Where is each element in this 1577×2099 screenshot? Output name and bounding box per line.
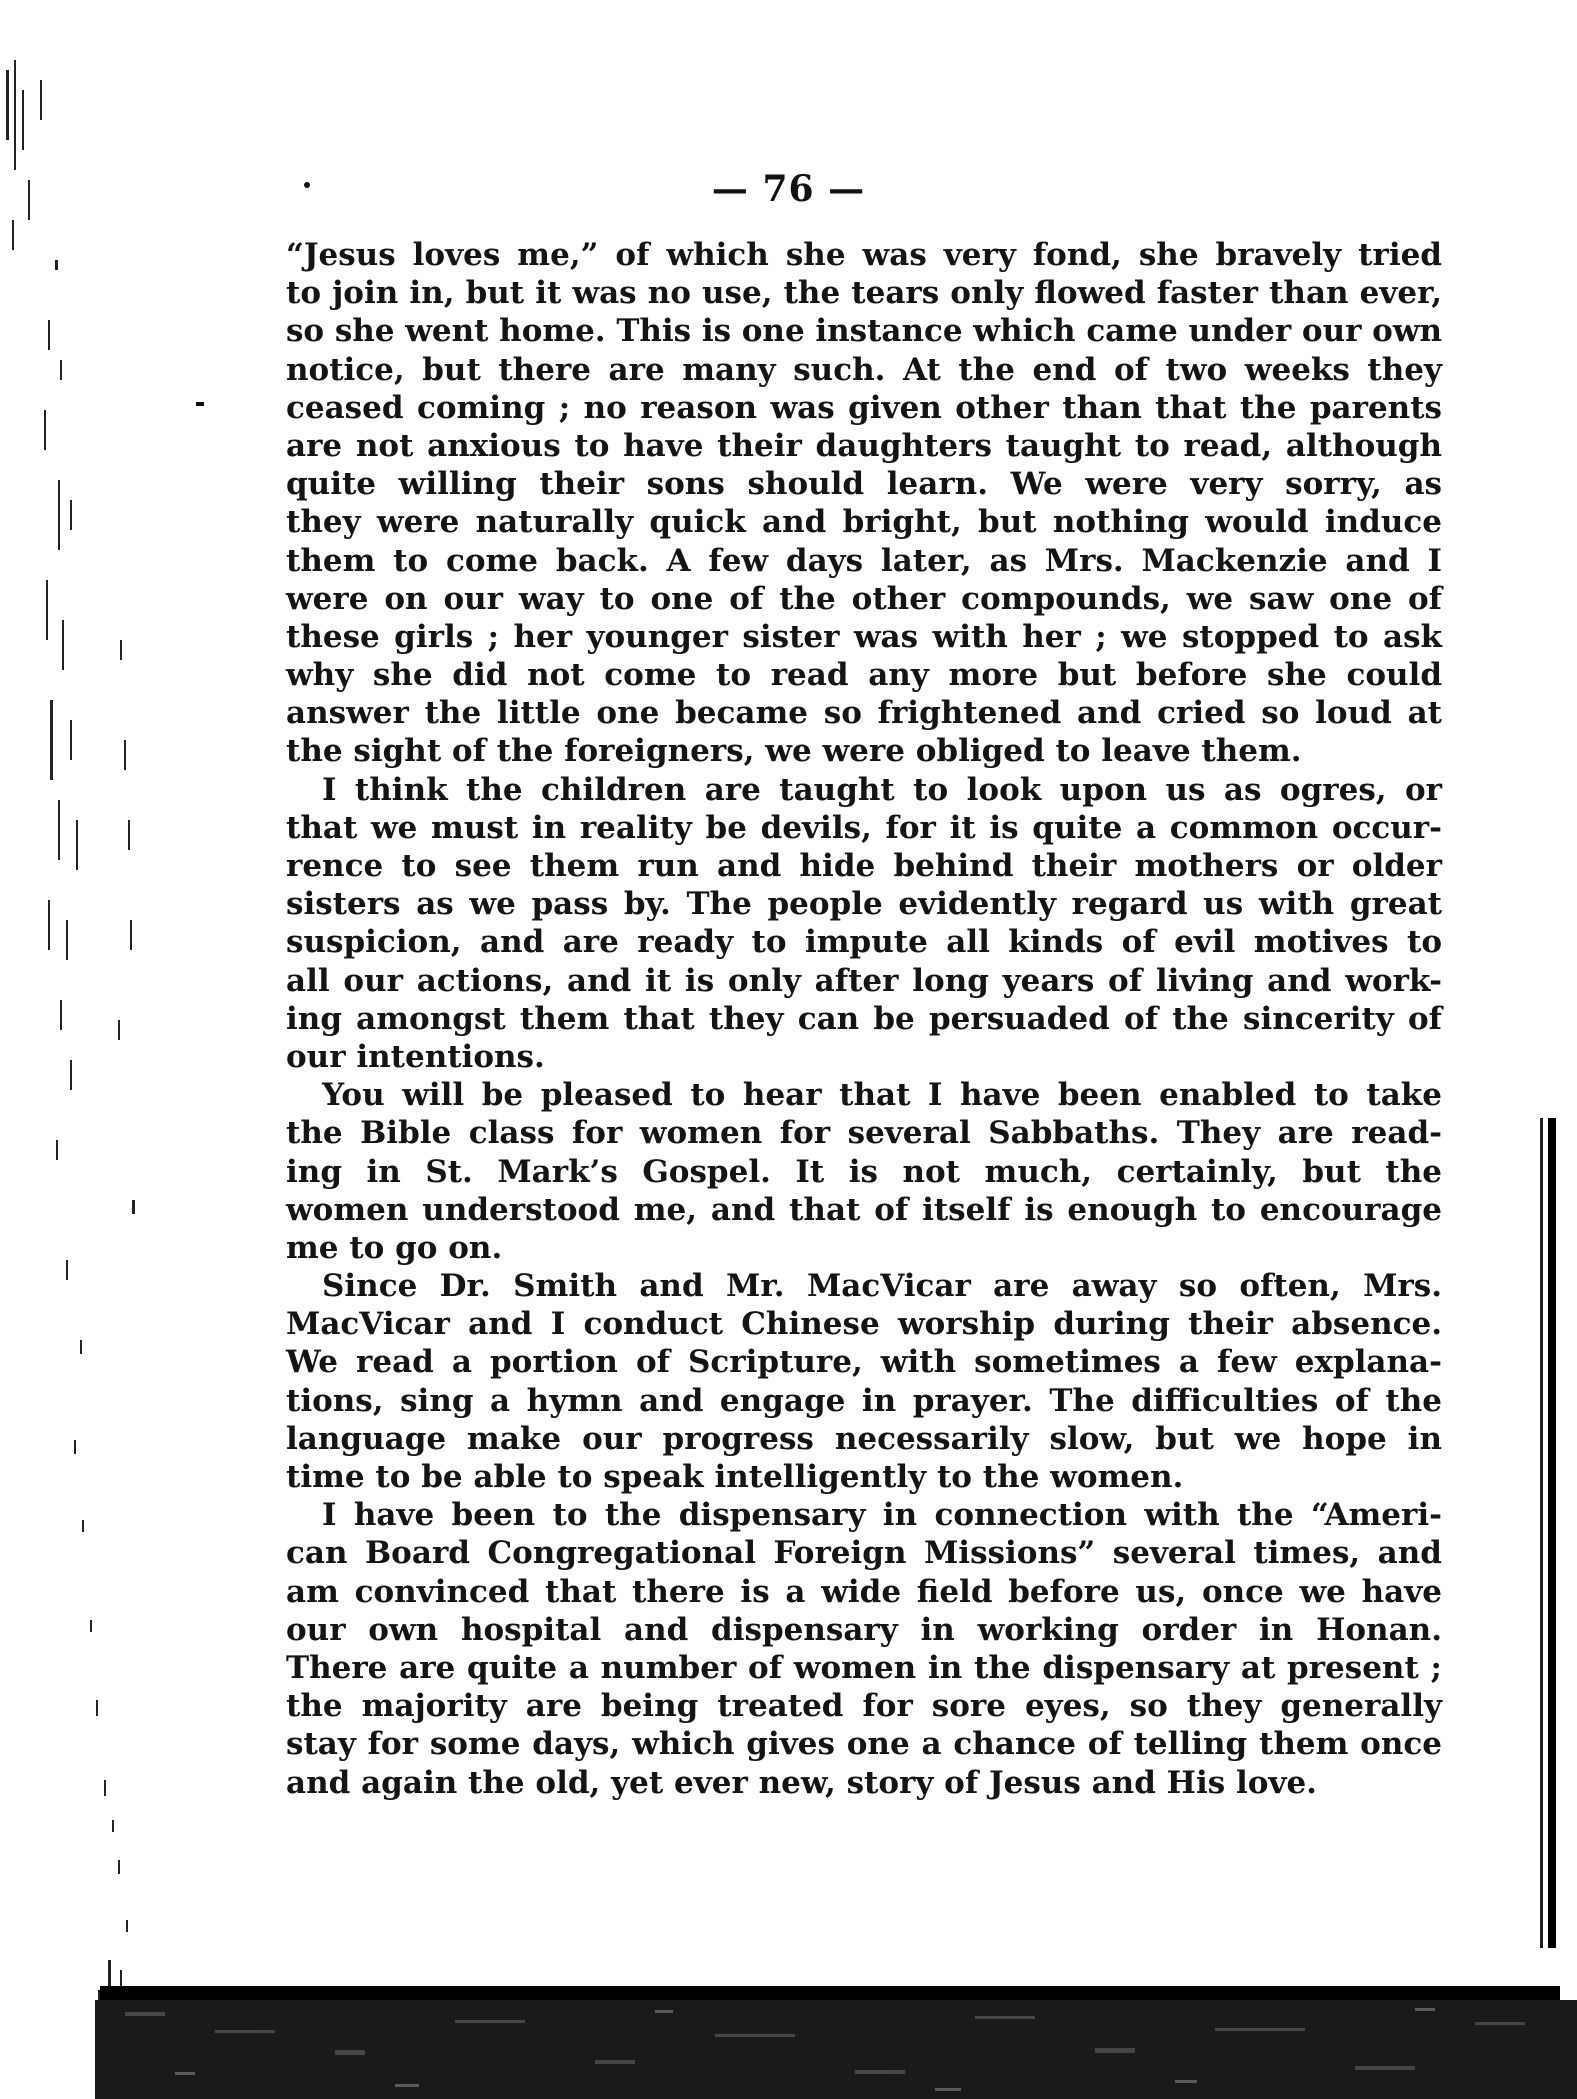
text-line: am convinced that there is a wide field before us, once we have [286,1573,1442,1610]
scan-right-edge [1548,1118,1556,1948]
text-line: so she went home. This is one instance which came under our own [286,313,1442,350]
text-line: ing in St. Mark’s Gospel. It is not much, certainly, but the [286,1153,1442,1190]
scan-bottom-edge [100,1986,1560,2000]
text-line: notice, but there are many such. At the end of two weeks they [286,351,1442,388]
text-line: me to go on. [286,1229,503,1266]
text-line: the sight of the foreigners, we were obliged to leave them. [286,733,1302,770]
text-line: rence to see them run and hide behind their mothers or older [286,848,1442,884]
text-line: women understood me, and that of itself is enough to encourage [286,1191,1442,1228]
text-line: and again the old, yet ever new, story of Jesus and His love. [286,1764,1317,1801]
text-line: that we must in reality be devils, for it is quite a common occur- [286,809,1442,846]
text-line: “Jesus loves me,” of which she was very fond, she bravely tried [286,237,1442,273]
text-line: ing amongst them that they can be persuaded of the sincerity of [286,1000,1442,1037]
body-text [286,236,1442,1802]
text-line: We read a portion of Scripture, with sometimes a few explana- [286,1344,1442,1381]
text-line: why she did not come to read any more but before she could [286,657,1442,694]
text-line: our intentions. [286,1038,545,1075]
text-line: them to come back. A few days later, as Mrs. Mackenzie and I [286,542,1442,579]
text-line: I have been to the dispensary in connection with the “Ameri- [322,1497,1442,1534]
text-line: language make our progress necessarily slow, but we hope in [286,1420,1442,1457]
text-line: sisters as we pass by. The people evidently regard us with great [286,886,1442,923]
text-line: You will be pleased to hear that I have been enabled to take [322,1077,1442,1114]
text-line: these girls ; her younger sister was with her ; we stopped to ask [286,618,1442,655]
scan-right-edge-thin [1540,1118,1543,1948]
scan-edge-left [0,60,150,2040]
text-line: suspicion, and are ready to impute all kinds of evil motives to [286,924,1442,961]
text-line: are not anxious to have their daughters taught to read, although [286,427,1442,464]
margin-dash [196,402,204,406]
text-line: I think the children are taught to look upon us as ogres, or [322,771,1442,808]
page-number: — 76 — [711,168,866,210]
text-line: our own hospital and dispensary in working order in Honan. [286,1611,1442,1648]
text-line: they were naturally quick and bright, but nothing would induce [286,504,1442,541]
text-line: There are quite a number of women in the dispensary at present ; [286,1649,1442,1686]
text-line: all our actions, and it is only after long years of living and work- [286,962,1442,999]
text-line: answer the little one became so frightened and cried so loud at [286,695,1442,732]
text-line: time to be able to speak intelligently to the women. [286,1459,1184,1495]
text-line: to join in, but it was no use, the tears only flowed faster than ever, [286,275,1442,312]
text-line: the Bible class for women for several Sabbaths. They are read- [286,1115,1442,1152]
text-line: were on our way to one of the other compounds, we saw one of [286,580,1442,617]
text-line: MacVicar and I conduct Chinese worship during their absence. [286,1306,1442,1343]
text-line: ceased coming ; no reason was given other than that the parents [286,389,1442,426]
text-line: the majority are being treated for sore eyes, so they generally [286,1688,1442,1725]
text-line: Since Dr. Smith and Mr. MacVicar are away so often, Mrs. [322,1268,1442,1305]
text-line: stay for some days, which gives one a chance of telling them once [286,1726,1442,1763]
scan-bottom-noise [95,2000,1577,2099]
text-line: can Board Congregational Foreign Missions” several times, and [286,1535,1442,1572]
text-line: quite willing their sons should learn. We were very sorry, as [286,466,1442,503]
text-line: tions, sing a hymn and engage in prayer. The difficulties of the [286,1382,1442,1419]
